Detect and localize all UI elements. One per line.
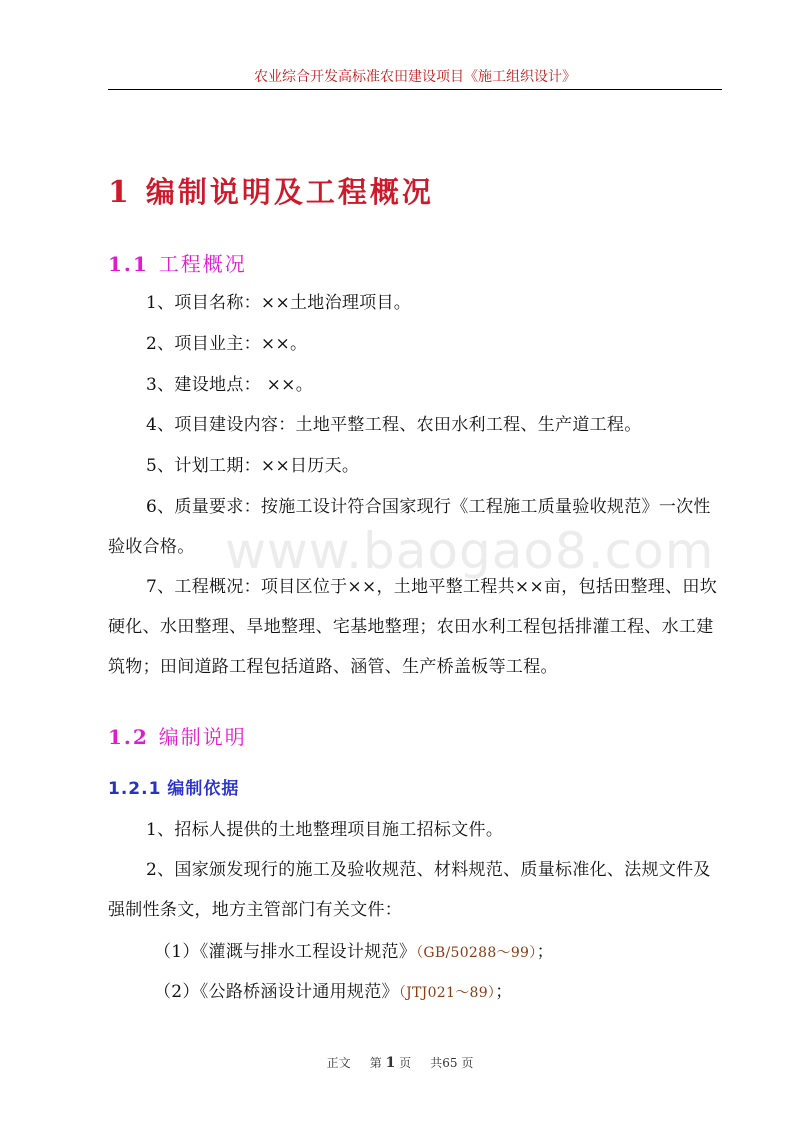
standard-item	[108, 972, 724, 1013]
watermark: www.baogao8.com	[225, 522, 715, 580]
footer-page-suffix: 页	[399, 1056, 412, 1070]
footer-section: 正文	[326, 1056, 351, 1070]
standard-name: （1）《灌溉与排水工程设计规范》	[154, 942, 417, 962]
list-item: 1、项目名称：××土地治理项目。	[146, 293, 412, 313]
list-item: 2、项目业主：××。	[146, 334, 308, 354]
section-heading-1-2	[108, 721, 247, 750]
section-title: 编制说明	[158, 725, 247, 749]
subsection-title: 编制依据	[167, 779, 240, 799]
subsection-number: 1.2.1	[108, 779, 162, 799]
list-item: 4、项目建设内容：土地平整工程、农田水利工程、生产道工程。	[146, 415, 642, 435]
list-item: 7、工程概况：项目区位于××，土地平整工程共××亩，包括田整理、田坎硬化、水田整理、旱地整理、宅基地整理；农田水利工程包括排灌工程、水工建筑物；田间道路工程包括道路、涵管、生产桥盖板等工程。	[108, 577, 717, 677]
page-footer	[0, 1054, 800, 1071]
standard-item	[108, 932, 724, 973]
chapter-number: 1	[108, 175, 132, 210]
standard-end: ；	[536, 942, 554, 962]
list-item: 1、招标人提供的土地整理项目施工招标文件。	[146, 820, 504, 840]
section-number: 1.1	[108, 252, 149, 276]
page-number: 1	[385, 1055, 396, 1071]
list-item: 2、国家颁发现行的施工及验收规范、材料规范、质量标准化、法规文件及强制性条文，地方主管部门有关文件：	[108, 860, 711, 920]
subsection-heading-1-2-1	[108, 774, 239, 799]
total-pages: 65	[442, 1056, 458, 1070]
chapter-title: 编制说明及工程概况	[145, 175, 434, 209]
footer-total-suffix: 页	[461, 1056, 474, 1070]
section-number: 1.2	[108, 725, 149, 749]
chapter-heading	[108, 170, 434, 211]
standard-code: （GB/50288～99）	[416, 945, 537, 961]
standard-name: （2）《公路桥涵设计通用规范》	[154, 982, 399, 1002]
section-heading-1-1	[108, 248, 247, 277]
header-divider	[108, 89, 722, 90]
running-header: 农业综合开发高标准农田建设项目《施工组织设计》	[254, 69, 576, 85]
standard-code: （JTJ021～89）	[398, 985, 496, 1001]
list-item: 6、质量要求：按施工设计符合国家现行《工程施工质量验收规范》一次性验收合格。	[108, 497, 711, 557]
section-title: 工程概况	[158, 252, 247, 276]
list-item: 3、建设地点： ××。	[146, 375, 314, 395]
footer-page-prefix: 第	[369, 1056, 382, 1070]
footer-total-prefix: 共	[430, 1056, 443, 1070]
list-item: 5、计划工期：××日历天。	[146, 456, 360, 476]
standard-end: ；	[495, 982, 513, 1002]
